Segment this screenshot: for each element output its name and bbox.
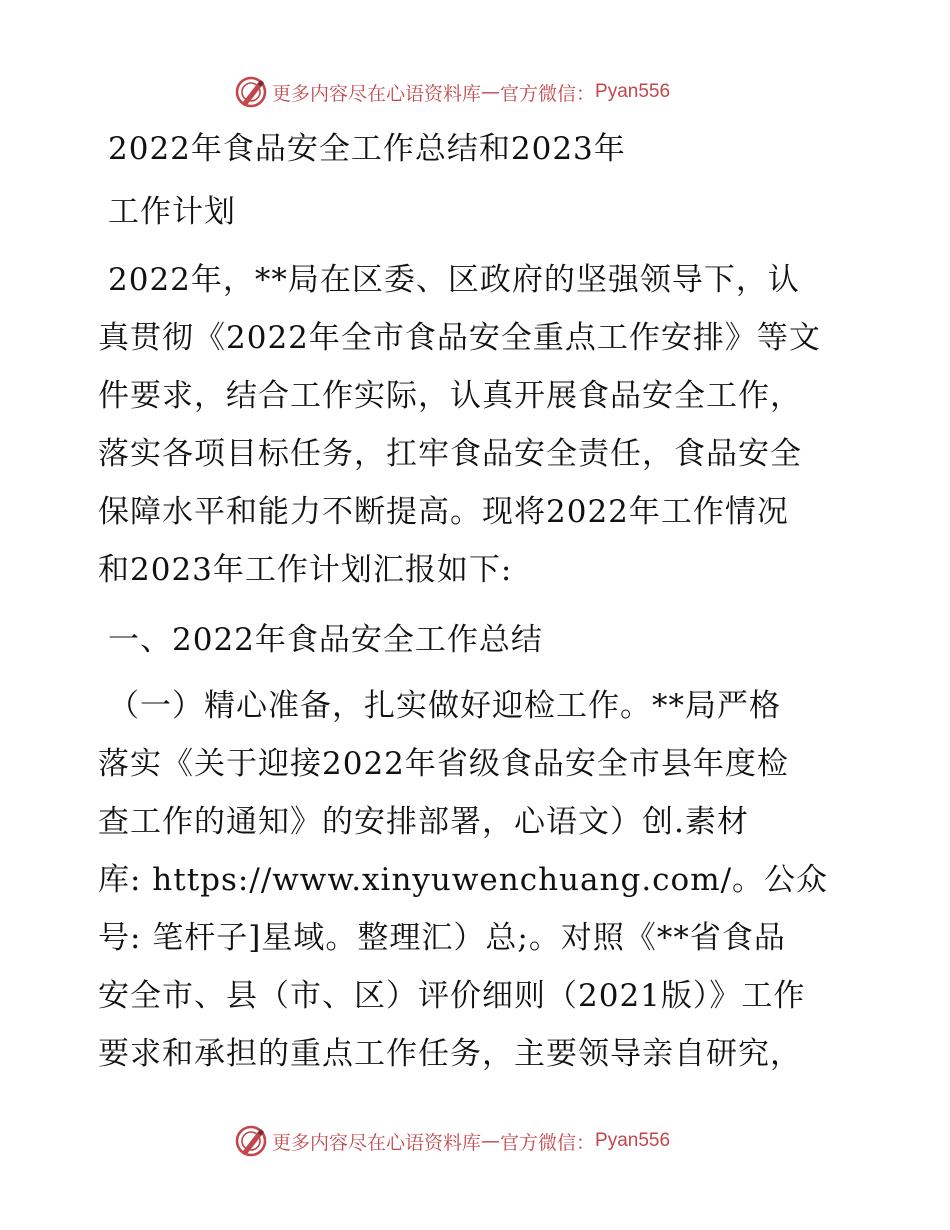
paragraph-line: 安全市、县（市、区）评价细则（2021版）》工作	[98, 978, 806, 1014]
watermark-footer	[234, 1121, 754, 1161]
pen-seal-icon	[234, 1124, 268, 1158]
watermark-official-label: 官方微信：	[500, 1131, 596, 1154]
intro-paragraph	[98, 251, 868, 599]
paragraph-line: 查工作的通知》的安排部署，心语文）创.素材	[98, 804, 749, 840]
paragraph-line: 库: https://www.xinyuwenchuang.com/。公众	[98, 862, 829, 898]
document-title-line-2: 工作计划	[108, 194, 236, 230]
watermark-official-label: 官方微信：	[500, 82, 596, 105]
paragraph-line: 保障水平和能力不断提高。现将2022年工作情况	[98, 494, 789, 530]
watermark-dash: —	[481, 1130, 501, 1152]
section-paragraph	[98, 677, 868, 1083]
paragraph-line: 真贯彻《2022年全市食品安全重点工作安排》等文	[98, 320, 821, 356]
watermark-wechat-id: Pyan556	[595, 81, 671, 102]
paragraph-line: 件要求，结合工作实际，认真开展食品安全工作，	[98, 378, 802, 414]
pen-seal-icon	[234, 75, 268, 109]
watermark-text: 更多内容尽在心语资料库	[272, 1131, 482, 1154]
watermark-header	[234, 72, 754, 112]
document-body	[98, 120, 868, 1083]
watermark-wechat-id: Pyan556	[595, 1130, 671, 1151]
document-title-line-1: 2022年食品安全工作总结和2023年	[108, 131, 626, 167]
section-heading: 一、2022年食品安全工作总结	[108, 622, 543, 658]
paragraph-line: 2022年，**局在区委、区政府的坚强领导下，认	[108, 262, 800, 298]
paragraph-line: 和2023年工作计划汇报如下:	[98, 552, 513, 588]
watermark-text: 更多内容尽在心语资料库	[272, 82, 482, 105]
watermark-dash: —	[481, 81, 501, 103]
paragraph-line: 落实各项目标任务，扛牢食品安全责任，食品安全	[98, 436, 802, 472]
paragraph-line: 号: 笔杆子]星域。整理汇）总;。对照《**省食品	[98, 920, 786, 956]
paragraph-line: （一）精心准备，扎实做好迎检工作。**局严格	[108, 688, 781, 724]
paragraph-line: 落实《关于迎接2022年省级食品安全市县年度检	[98, 746, 789, 782]
paragraph-line: 要求和承担的重点工作任务，主要领导亲自研究，	[98, 1036, 802, 1072]
